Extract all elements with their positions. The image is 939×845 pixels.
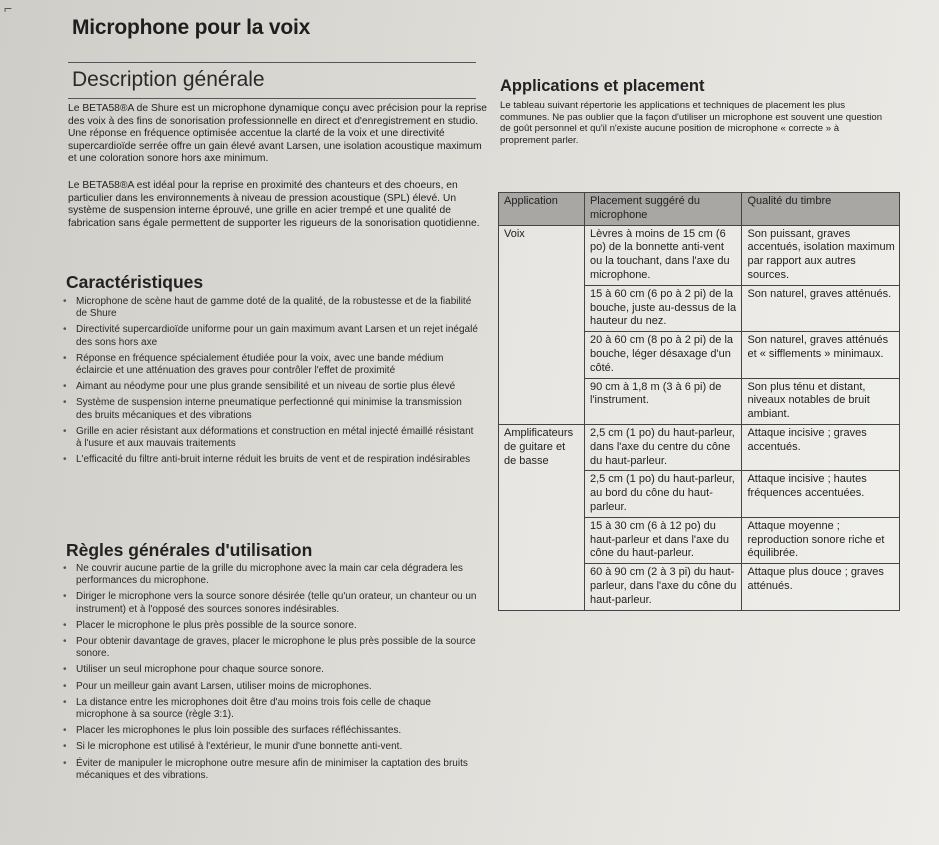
list-item-text: Placer le microphone le plus près possible de la source sonore. xyxy=(76,619,357,631)
table-row xyxy=(499,225,900,285)
list-item xyxy=(60,563,480,587)
application-cell xyxy=(499,332,585,378)
bullet-icon: • xyxy=(63,563,67,574)
list-item xyxy=(60,381,480,393)
list-item xyxy=(60,681,480,693)
application-cell xyxy=(499,564,585,610)
table-row xyxy=(499,471,900,517)
quality-cell: Son puissant, graves accentués, isolation maximum par rapport aux autres sources. xyxy=(742,225,900,285)
list-item-text: Éviter de manipuler le microphone outre mesure afin de minimiser la captation des bruits mécaniques et des vibrations. xyxy=(76,757,468,781)
placement-cell: 2,5 cm (1 po) du haut-parleur, dans l'axe du centre du cône du haut-parleur. xyxy=(584,424,742,470)
applications-table xyxy=(498,192,900,611)
quality-cell: Attaque incisive ; graves accentués. xyxy=(742,424,900,470)
bullet-icon: • xyxy=(63,381,67,393)
application-cell xyxy=(499,378,585,424)
bullet-icon: • xyxy=(63,454,67,466)
placement-cell: 2,5 cm (1 po) du haut-parleur, au bord du cône du haut-parleur. xyxy=(584,471,742,517)
table-header-row xyxy=(499,193,900,226)
list-item xyxy=(60,426,480,450)
application-cell: Amplificateurs de guitare et de basse xyxy=(499,424,585,470)
list-item xyxy=(60,725,480,737)
heading-rule-bottom xyxy=(68,98,476,99)
list-item-text: Utiliser un seul microphone pour chaque source sonore. xyxy=(76,664,324,676)
table-row xyxy=(499,378,900,424)
features-list xyxy=(60,296,480,470)
placement-cell: 60 à 90 cm (2 à 3 pi) du haut-parleur, dans l'axe du cône du haut-parleur. xyxy=(584,564,742,610)
list-item xyxy=(60,591,480,615)
table-row xyxy=(499,564,900,610)
description-heading: Description générale xyxy=(72,68,265,91)
table-row xyxy=(499,332,900,378)
bullet-icon: • xyxy=(63,636,67,648)
description-paragraph-1: Le BETA58®A de Shure est un microphone dynamique conçu avec précision pour la reprise des voix à des fins de sonorisation professionnelle en direct et d'enregistrement en studio. Une réponse en fréquence optimisée accentue la clarté de la voix et une directivité supercardioïde serrée offre un gain élevé avant Larsen, une isolation acoustique maximum et une coloration sonore hors axe minimum. xyxy=(68,103,487,164)
rules-heading: Règles générales d'utilisation xyxy=(66,540,313,560)
list-item-text: La distance entre les microphones doit être d'au moins trois fois celle de chaque microphone à sa source (règle 3:1). xyxy=(76,696,431,721)
list-item xyxy=(60,324,480,348)
list-item-text: Système de suspension interne pneumatique perfectionné qui minimise la transmission des bruits mécaniques et des vibrations xyxy=(76,397,462,421)
bullet-icon: • xyxy=(63,741,67,753)
application-cell xyxy=(499,517,585,563)
bullet-icon: • xyxy=(63,324,67,336)
list-item-text: Si le microphone est utilisé à l'extérieur, le munir d'une bonnette anti-vent. xyxy=(76,741,403,753)
placement-cell: 20 à 60 cm (8 po à 2 pi) de la bouche, léger désaxage d'un côté. xyxy=(584,332,742,378)
bullet-icon: • xyxy=(63,664,67,676)
header-quality: Qualité du timbre xyxy=(742,193,900,226)
placement-cell: 15 à 60 cm (6 po à 2 pi) de la bouche, juste au-dessus de la hauteur du nez. xyxy=(584,285,742,331)
list-item xyxy=(60,636,480,660)
bullet-icon: • xyxy=(63,619,67,631)
list-item xyxy=(60,758,480,782)
applications-heading: Applications et placement xyxy=(500,77,705,95)
bullet-icon: • xyxy=(63,296,67,307)
list-item-text: Aimant au néodyme pour une plus grande sensibilité et un niveau de sortie plus élevé xyxy=(76,381,456,393)
list-item-text: Diriger le microphone vers la source sonore désirée (telle qu'un orateur, un chanteur ou un instrument) et à l'opposé des sources sonores indésirables. xyxy=(76,591,477,615)
rules-list xyxy=(60,563,480,786)
bullet-icon: • xyxy=(63,425,67,437)
list-item xyxy=(60,741,480,753)
quality-cell: Son naturel, graves atténués et « sifflements » minimaux. xyxy=(742,332,900,378)
features-heading: Caractéristiques xyxy=(66,272,204,292)
placement-cell: 15 à 30 cm (6 à 12 po) du haut-parleur et dans l'axe du cône du haut-parleur. xyxy=(584,517,742,563)
applications-intro: Le tableau suivant répertorie les applications et techniques de placement les plus communes. Ne pas oublier que la façon d'utiliser un microphone est souvent une question de goût personnel et qu'il n'existe aucune position de microphone « correcte » à proprement parler. xyxy=(500,100,883,146)
placement-cell: Lèvres à moins de 15 cm (6 po) de la bonnette anti-vent ou la touchant, dans l'axe du microphone. xyxy=(584,225,742,285)
quality-cell: Son naturel, graves atténués. xyxy=(742,285,900,331)
list-item xyxy=(60,296,480,320)
application-cell xyxy=(499,471,585,517)
page-title: Microphone pour la voix xyxy=(72,16,311,39)
bullet-icon: • xyxy=(63,696,67,708)
table-row xyxy=(499,285,900,331)
bullet-icon: • xyxy=(63,757,67,769)
list-item-text: L'efficacité du filtre anti-bruit interne réduit les bruits de vent et de respiration indésirables xyxy=(76,454,471,466)
list-item-text: Pour un meilleur gain avant Larsen, utiliser moins de microphones. xyxy=(76,680,372,692)
list-item-text: Placer les microphones le plus loin possible des surfaces réfléchissantes. xyxy=(76,725,402,737)
heading-rule-top xyxy=(68,62,476,63)
header-application: Application xyxy=(499,193,585,226)
application-cell xyxy=(499,285,585,331)
corner-mark: ⌐ xyxy=(4,0,13,16)
quality-cell: Attaque incisive ; hautes fréquences accentuées. xyxy=(742,471,900,517)
list-item xyxy=(60,454,480,466)
bullet-icon: • xyxy=(63,725,67,737)
table-row xyxy=(499,517,900,563)
quality-cell: Attaque moyenne ; reproduction sonore riche et équilibrée. xyxy=(742,517,900,563)
application-cell: Voix xyxy=(499,225,585,285)
quality-cell: Attaque plus douce ; graves atténués. xyxy=(742,564,900,610)
table-row xyxy=(499,424,900,470)
list-item-text: Microphone de scène haut de gamme doté de la qualité, de la robustesse et de la fiabilité de Shure xyxy=(76,296,472,320)
list-item xyxy=(60,620,480,632)
list-item-text: Réponse en fréquence spécialement étudiée pour la voix, avec une bande médium éclaircie et une atténuation des graves pour contrôler l'effet de proximité xyxy=(76,352,444,377)
description-paragraph-2: Le BETA58®A est idéal pour la reprise en proximité des chanteurs et des choeurs, en particulier dans les environnements à niveau de pression acoustique (SPL) élevé. Un système de suspension interne éprouvé, une grille en acier trempé et une qualité de fabrication sans égale permettent de supporter les rigueurs de la sonorisation quotidienne. xyxy=(68,180,480,229)
quality-cell: Son plus ténu et distant, niveaux notables de bruit ambiant. xyxy=(742,378,900,424)
header-placement: Placement suggéré du microphone xyxy=(584,193,742,226)
list-item xyxy=(60,353,480,377)
bullet-icon: • xyxy=(63,591,67,603)
list-item-text: Directivité supercardioïde uniforme pour un gain maximum avant Larsen et un rejet inégalé des sons hors axe xyxy=(76,324,478,348)
bullet-icon: • xyxy=(63,352,67,364)
list-item-text: Ne couvrir aucune partie de la grille du microphone avec la main car cela dégradera les performances du microphone. xyxy=(76,563,463,587)
list-item xyxy=(60,697,480,721)
list-item xyxy=(60,397,480,421)
placement-cell: 90 cm à 1,8 m (3 à 6 pi) de l'instrument. xyxy=(584,378,742,424)
bullet-icon: • xyxy=(63,397,67,409)
list-item xyxy=(60,664,480,676)
bullet-icon: • xyxy=(63,680,67,692)
list-item-text: Grille en acier résistant aux déformations et construction en métal injecté émaillé résistant à l'usure et aux mauvais traitements xyxy=(76,425,474,450)
list-item-text: Pour obtenir davantage de graves, placer le microphone le plus près possible de la source sonore. xyxy=(76,636,476,660)
